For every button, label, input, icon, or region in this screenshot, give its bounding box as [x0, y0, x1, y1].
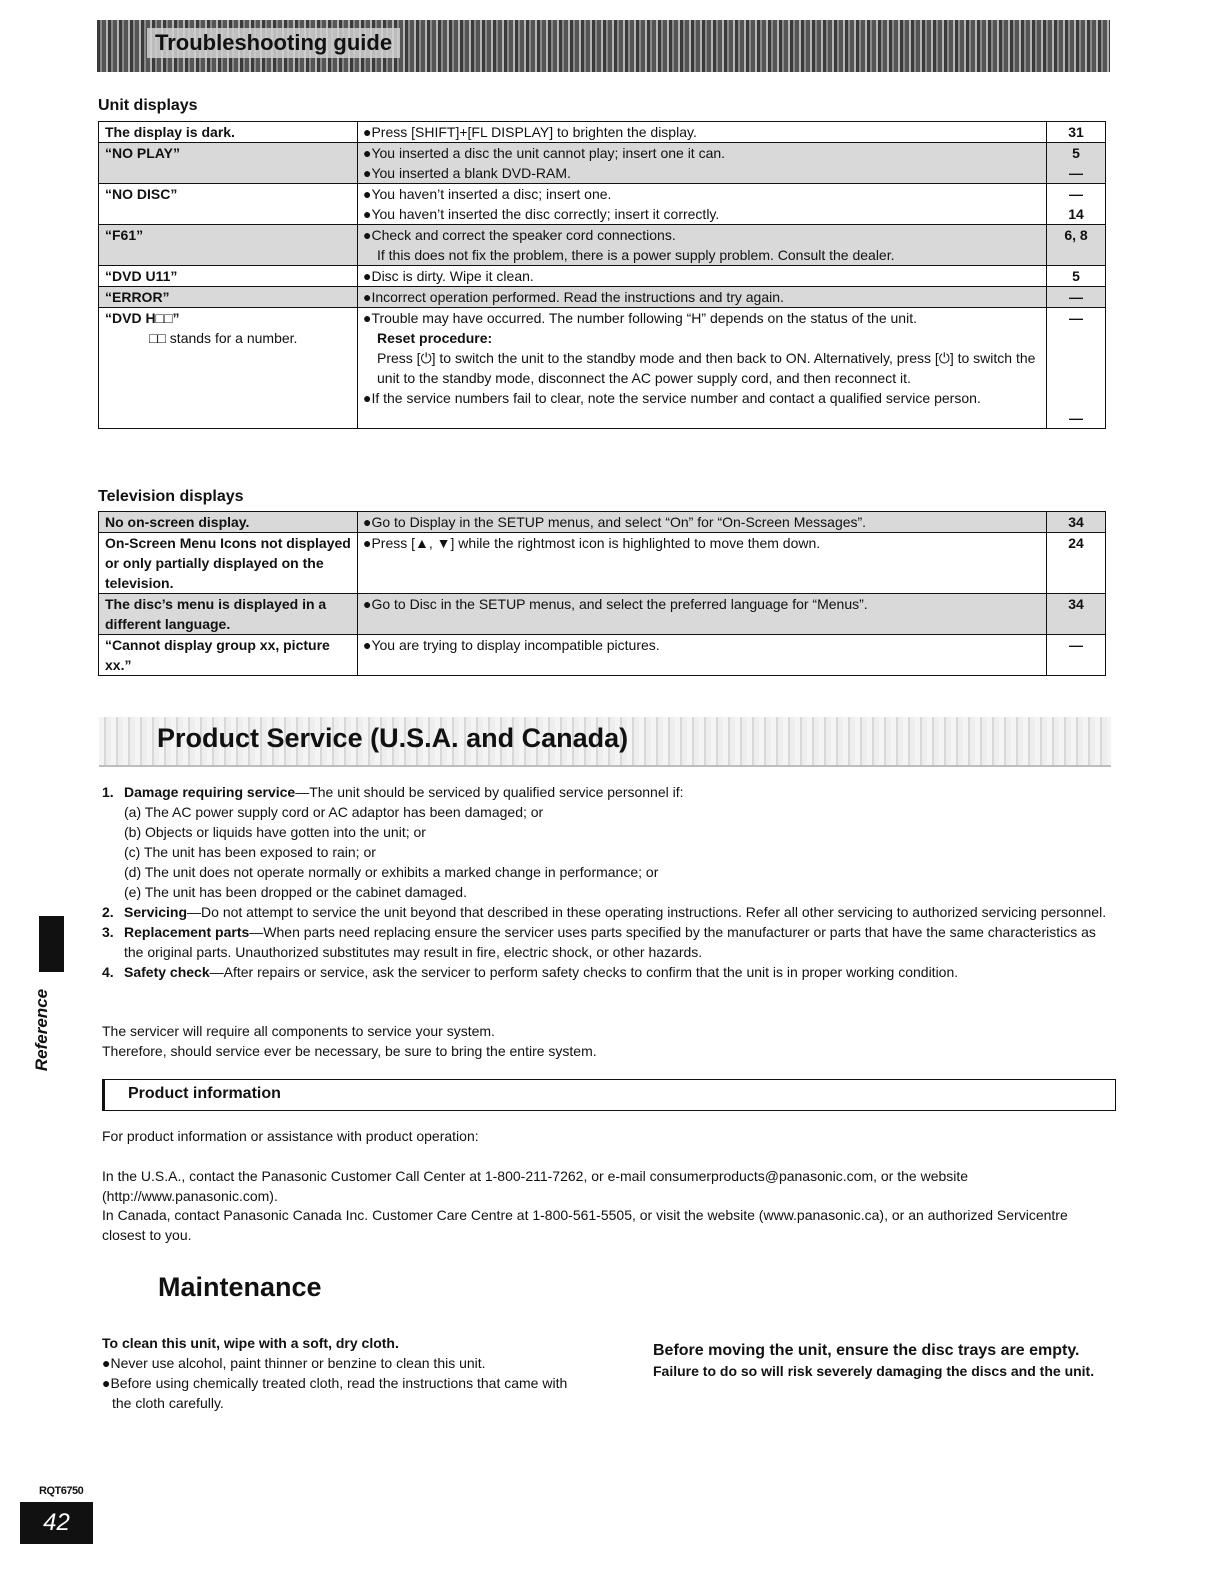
sub-item: (c) The unit has been exposed to rain; or [124, 844, 376, 860]
remedy-text: ●You haven’t inserted the disc correctly; insert it correctly. [363, 206, 720, 222]
item-text: —When parts need replacing ensure the servicer uses parts specified by the manufacturer or parts that have the same characteristics as the original parts. Unauthorized substitutes may result in fire, electric shock, or other hazards. [124, 924, 1096, 960]
remedy-text: ●Trouble may have occurred. The number following “H” depends on the status of the unit. [363, 310, 917, 326]
item-number: 1. [102, 784, 114, 800]
remedy-text: ●Disc is dirty. Wipe it clean. [363, 268, 534, 284]
table-row [99, 594, 1106, 635]
page-reference: 24 [1068, 535, 1084, 551]
section-banner [97, 20, 1110, 72]
list-item [102, 922, 1112, 962]
unit-displays-heading: Unit displays [98, 97, 198, 114]
page-reference: 31 [1068, 124, 1084, 140]
reset-procedure-heading: Reset procedure: [377, 330, 493, 346]
item-term: Damage requiring service [124, 784, 296, 800]
table-row [99, 143, 1106, 184]
product-information-intro: For product information or assistance with product operation: [102, 1128, 479, 1144]
display-message: “F61” [105, 227, 144, 243]
remedy-text: ●You inserted a blank DVD-RAM. [363, 165, 571, 181]
product-service-banner [99, 717, 1111, 767]
display-note: □□ stands for a number. [149, 330, 298, 346]
sub-item: (b) Objects or liquids have gotten into the unit; or [124, 824, 426, 840]
banner-title: Troubleshooting guide [147, 28, 400, 58]
maintenance-title: Maintenance [158, 1272, 322, 1302]
page-reference: 5 [1072, 268, 1080, 284]
display-message: “NO PLAY” [105, 145, 180, 161]
product-service-title: Product Service (U.S.A. and Canada) [157, 723, 629, 753]
sub-item: (e) The unit has been dropped or the cabinet damaged. [124, 884, 467, 900]
remedy-text: ●Press [▲, ▼] while the rightmost icon is highlighted to move them down. [363, 535, 821, 551]
display-message: “ERROR” [105, 289, 170, 305]
television-displays-heading: Television displays [98, 488, 244, 505]
remedy-text: ●Incorrect operation performed. Read the instructions and try again. [363, 289, 784, 305]
canada-contact: In Canada, contact Panasonic Canada Inc. Customer Care Centre at 1-800-561-5505, or visit the website (www.panasonic.ca), or an authorized Servicentre closest to you. [102, 1207, 1068, 1243]
maintenance-bullet: ●Never use alcohol, paint thinner or benzine to clean this unit. [102, 1355, 486, 1371]
page-reference: 14 [1068, 206, 1084, 222]
display-message: No on-screen display. [105, 514, 250, 530]
remedy-text: ●You inserted a disc the unit cannot play; insert one it can. [363, 145, 726, 161]
clean-heading: To clean this unit, wipe with a soft, dry cloth. [102, 1335, 399, 1351]
service-note: Therefore, should service ever be necessary, be sure to bring the entire system. [102, 1043, 597, 1059]
remedy-text: ●Go to Disc in the SETUP menus, and select the preferred language for “Menus”. [363, 596, 868, 612]
display-message: The disc’s menu is displayed in a different language. [105, 596, 327, 632]
television-displays-table [98, 511, 1106, 676]
remedy-text: ●You are trying to display incompatible pictures. [363, 637, 660, 653]
usa-contact: In the U.S.A., contact the Panasonic Customer Call Center at 1-800-211-7262, or e-mail consumerproducts@panasonic.com, or the website (http://www.panasonic.com). [102, 1168, 969, 1204]
product-information-box [102, 1079, 1116, 1111]
sub-item: (a) The AC power supply cord or AC adaptor has been damaged; or [124, 804, 544, 820]
item-number: 4. [102, 964, 114, 980]
item-term: Servicing [124, 904, 188, 920]
product-information-title: Product information [128, 1085, 281, 1102]
display-message: “DVD H□□” [105, 310, 180, 326]
table-row [99, 287, 1106, 308]
table-row [99, 635, 1106, 676]
page-reference: 6, 8 [1064, 227, 1088, 243]
table-row [99, 225, 1106, 266]
display-message: The display is dark. [105, 124, 235, 140]
service-list [102, 782, 1112, 982]
reset-procedure-text: Press [⏻] to switch the unit to the standby mode and then back to ON. Alternatively, press [⏻] to switch the unit to the standby mode, disconnect the AC power supply cord, and then reconnect it. [377, 350, 1036, 386]
list-item [102, 902, 1112, 922]
item-number: 3. [102, 924, 114, 940]
page-reference: 34 [1068, 514, 1084, 530]
item-text: —Do not attempt to service the unit beyond that described in these operating instructions. Refer all other servicing to authorized servicing personnel. [187, 904, 1107, 920]
table-row [99, 308, 1106, 429]
remedy-text: If this does not fix the problem, there is a power supply problem. Consult the dealer. [377, 247, 895, 263]
side-label: Reference [32, 988, 51, 1072]
sub-item: (d) The unit does not operate normally or exhibits a marked change in performance; or [124, 864, 659, 880]
remedy-text: ●Check and correct the speaker cord connections. [363, 227, 676, 243]
page-reference: — [1069, 310, 1083, 326]
remedy-text: ●Press [SHIFT]+[FL DISPLAY] to brighten the display. [363, 124, 697, 140]
list-item [102, 782, 1112, 902]
remedy-text: ●Go to Display in the SETUP menus, and select “On” for “On-Screen Messages”. [363, 514, 867, 530]
remedy-text: ●You haven’t inserted a disc; insert one. [363, 186, 612, 202]
unit-displays-table [98, 121, 1106, 429]
table-row [99, 266, 1106, 287]
display-message: “NO DISC” [105, 186, 178, 202]
list-item [102, 962, 1112, 982]
page-reference: — [1069, 637, 1083, 653]
item-text: —The unit should be serviced by qualified service personnel if: [295, 784, 684, 800]
table-row [99, 122, 1106, 143]
page-reference: 34 [1068, 596, 1084, 612]
page-reference: — [1069, 186, 1083, 202]
display-message: “Cannot display group xx, picture xx.” [105, 637, 330, 673]
service-note: The servicer will require all components to service your system. [102, 1023, 495, 1039]
model-code: RQT6750 [39, 1485, 84, 1497]
section-tab [39, 916, 64, 972]
maintenance-bullet: ●Before using chemically treated cloth, read the instructions that came with the cloth carefully. [102, 1375, 568, 1411]
item-number: 2. [102, 904, 114, 920]
remedy-text: ●If the service numbers fail to clear, note the service number and contact a qualified service person. [363, 390, 981, 406]
page-reference: 5 [1072, 145, 1080, 161]
item-term: Replacement parts [124, 924, 250, 940]
table-row [99, 512, 1106, 533]
item-text: —After repairs or service, ask the servicer to perform safety checks to confirm that the unit is in proper working condition. [209, 964, 959, 980]
page-reference: — [1069, 289, 1083, 305]
moving-heading: Before moving the unit, ensure the disc trays are empty. [653, 1342, 1080, 1359]
item-term: Safety check [124, 964, 210, 980]
table-row [99, 533, 1106, 594]
moving-note: Failure to do so will risk severely damaging the discs and the unit. [653, 1363, 1095, 1379]
page-reference: — [1069, 410, 1083, 426]
display-message: On-Screen Menu Icons not displayed or only partially displayed on the television. [105, 535, 351, 591]
page-number: 42 [20, 1502, 93, 1544]
page-reference: — [1069, 165, 1083, 181]
display-message: “DVD U11” [105, 268, 178, 284]
table-row [99, 184, 1106, 225]
